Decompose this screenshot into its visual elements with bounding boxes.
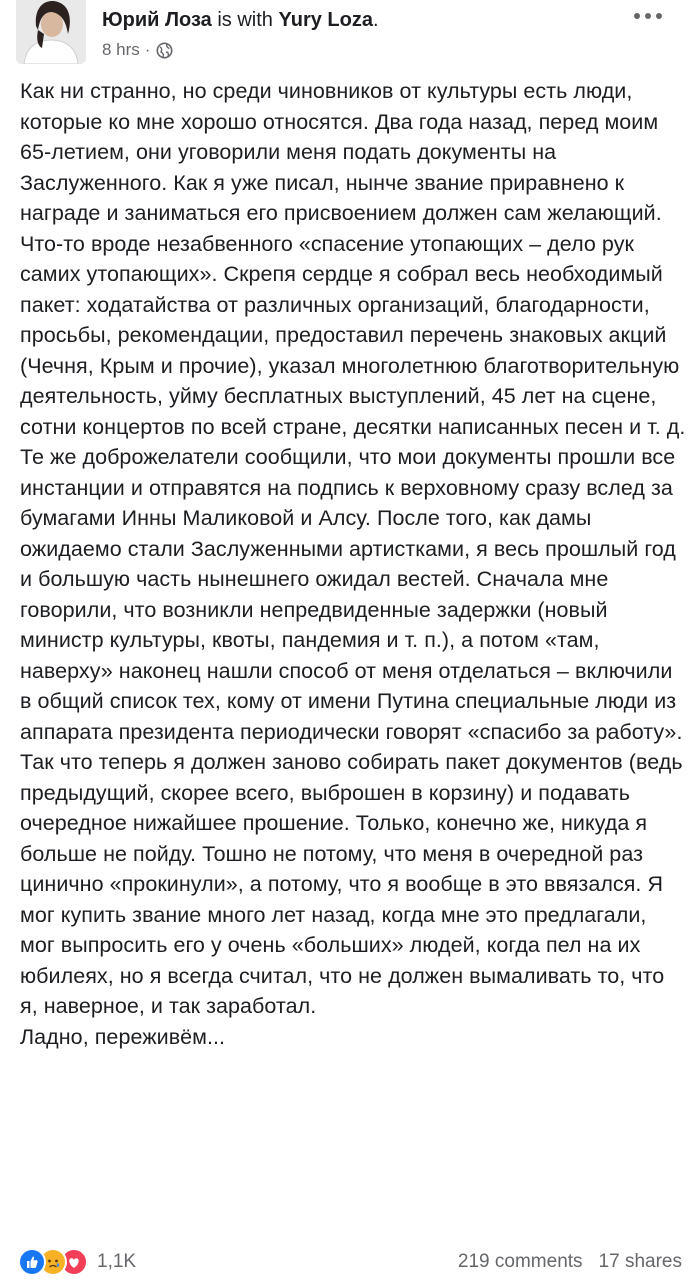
more-options-icon[interactable] (634, 6, 674, 26)
author-avatar[interactable] (16, 0, 86, 64)
post-meta (102, 39, 173, 61)
tagged-suffix: . (372, 9, 379, 31)
reactions-summary[interactable] (18, 1248, 136, 1276)
author-line (102, 8, 379, 32)
post-header (0, 0, 698, 75)
meta-separator: · (144, 40, 151, 59)
tagged-user[interactable]: Yury Loza (278, 9, 373, 31)
post-paragraph-closing: Ладно, переживём... (20, 1024, 226, 1049)
avatar-photo (16, 0, 86, 64)
comments-count[interactable]: 219 comments (457, 1251, 583, 1272)
post-timestamp[interactable]: 8 hrs (102, 40, 140, 59)
globe-icon[interactable] (156, 42, 173, 59)
post-stats (458, 1251, 682, 1273)
like-icon (18, 1248, 46, 1276)
with-text: is with (217, 9, 273, 31)
post-footer (0, 1240, 698, 1280)
post-paragraph-main: Как ни странно, но среди чиновников от культуры есть люди, которые ко мне хорошо относятся. Два года назад, перед моим 65-летием, они уговорили меня подать документы на Заслуженного. Как я уже писал, нынче звание приравнено к награде и заниматься его присвоением должен сам желающий. Что-то вроде незабвенного «спасение утопающих – дело рук самих утопающих». Скрепя сердце я собрал весь необходимый пакет: ходатайства от различных организаций, благодарности, просьбы, рекомендации, предоставил перечень знаковых акций (Чечня, Крым и прочие), указал многолетнюю благотворительную деятельность, уйму бесплатных выступлений, 45 лет на сцене, сотни концертов по всей стране, десятки написанных песен и т. д. Те же доброжелатели сообщили, что мои документы прошли все инстанции и отправятся на подпись к верховному сразу вслед за бумагами Инны Маликовой и Алсу. После того, как дамы ожидаемо стали Заслуженными артистками, я весь прошлый год и большую часть нынешнего ожидал вестей. Сначала мне говорили, что возникли непредвиденные задержки (новый министр культуры, квоты, пандемия и т. п.), а потом «там, наверху» наконец нашли способ от меня отделаться – включили в общий список тех, кому от имени Путина специальные люди из аппарата президента периодически говорят «спасибо за работу». Так что теперь я должен заново собирать пакет документов (ведь предыдущий, скорее всего, выброшен в корзину) и подавать очередное нижайшее прошение. Только, конечно же, никуда я больше не пойду. Тошно не потому, что меня в очередной раз цинично «прокинули», а потому, что я вообще в это ввязался. Я мог купить звание много лет назад, когда мне это предлагали, мог выпросить его у очень «больших» людей, когда пел на их юбилеях, но я всегда считал, что не должен вымаливать то, что я, наверное, и так заработал. (20, 79, 686, 1018)
reactions-count[interactable]: 1,1K (97, 1251, 137, 1272)
author-name[interactable]: Юрий Лоза (102, 9, 212, 31)
shares-count[interactable]: 17 shares (598, 1251, 682, 1272)
post-text (20, 76, 686, 1052)
